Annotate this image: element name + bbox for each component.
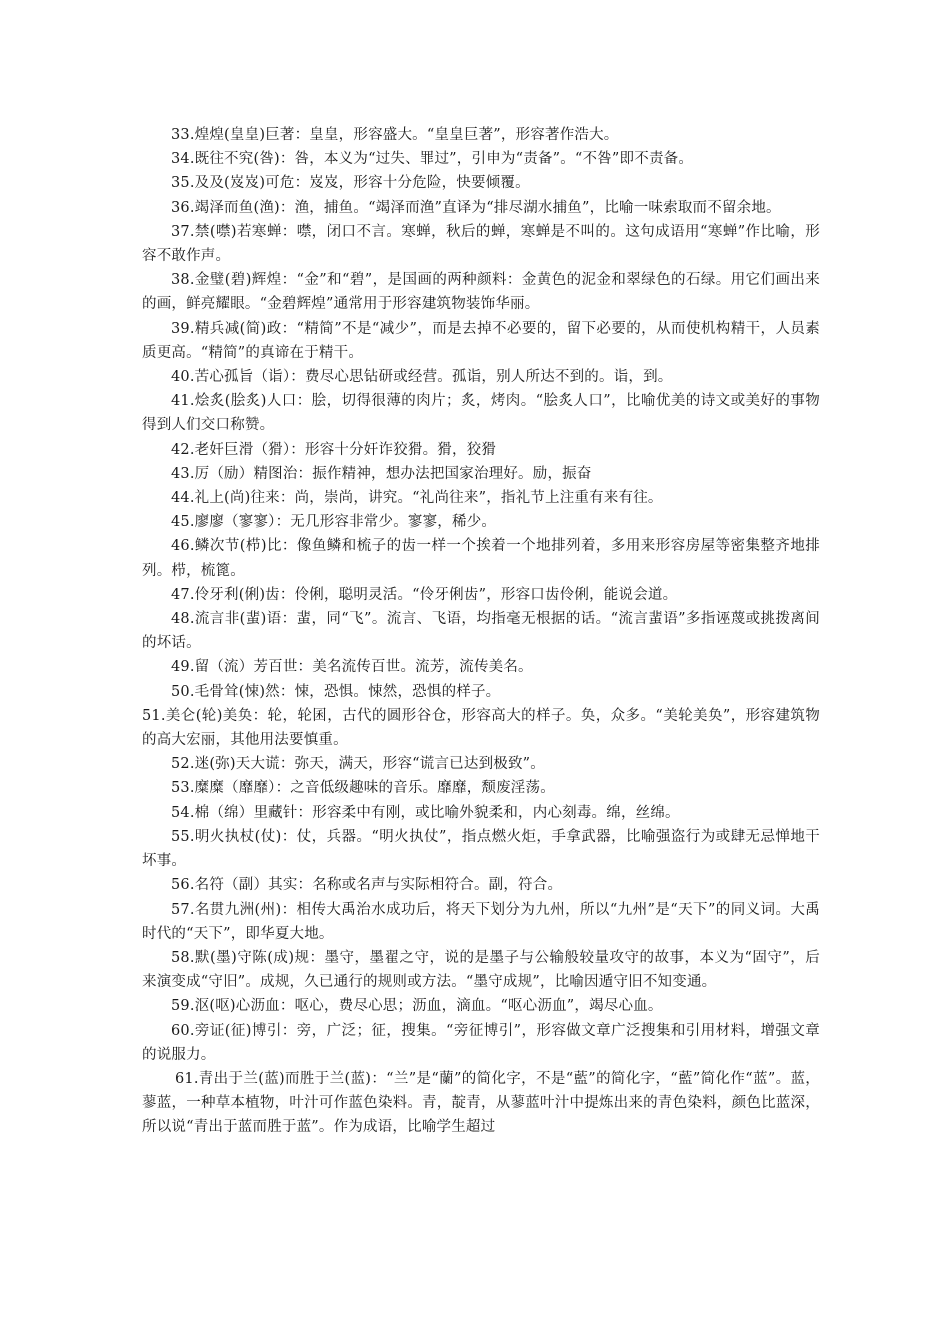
idiom-entry: 48.流言非(蜚)语：蜚，同“飞”。流言、飞语，均指毫无根据的话。“流言蜚语”多指诬蔑或挑拨离间的坏话。 bbox=[142, 611, 820, 652]
idiom-entry: 35.及及(岌岌)可危：岌岌，形容十分危险，快要倾覆。 bbox=[171, 175, 530, 192]
idiom-entry: 38.金璧(碧)辉煌：“金”和“碧”，是国画的两种颜料：金黄色的泥金和翠绿色的石绿。用它们画出来的画，鲜亮耀眼。“金碧辉煌”通常用于形容建筑物装饰华丽。 bbox=[142, 272, 820, 313]
idiom-entry: 42.老奸巨滑（猾）：形容十分奸诈狡猾。猾，狡猾 bbox=[171, 441, 497, 458]
idiom-entry: 43.厉（励）精图治：振作精神，想办法把国家治理好。励，振奋 bbox=[171, 465, 592, 482]
idiom-entry: 36.竭泽而鱼(渔)：渔，捕鱼。“竭泽而渔”直译为“排尽湖水捕鱼”，比喻一味索取而不留余地。 bbox=[171, 199, 781, 216]
idiom-entry: 37.禁(噤)若寒蝉：噤，闭口不言。寒蝉，秋后的蝉，寒蝉是不叫的。这句成语用“寒蝉”作比喻，形容不敢作声。 bbox=[142, 223, 820, 265]
idiom-entry: 41.烩炙(脍炙)人口：脍，切得很薄的肉片；炙，烤肉。“脍炙人口”，比喻优美的诗文或美好的事物得到人们交口称赞。 bbox=[142, 393, 820, 434]
idiom-entry: 45.廖廖（寥寥）：无几形容非常少。寥寥，稀少。 bbox=[171, 514, 497, 531]
idiom-entry: 40.苦心孤旨（诣）：费尽心思钻研或经营。孤诣，别人所达不到的。诣，到。 bbox=[171, 369, 673, 386]
idiom-entry: 52.迷(弥)天大谎：弥天，满天，形容“谎言已达到极致”。 bbox=[171, 756, 545, 773]
idiom-entry: 33.煌煌(皇皇)巨著：皇皇，形容盛大。“皇皇巨著”，形容著作浩大。 bbox=[171, 127, 619, 143]
idiom-entry: 34.既往不究(咎)：咎，本义为“过失、罪过”，引申为“责备”。“不咎”即不责备。 bbox=[171, 151, 694, 168]
idiom-entry: 51.美仑(轮)美奂：轮，轮囷，古代的圆形谷仓，形容高大的样子。奂，众多。“美轮美奂”，形容建筑物的高大宏丽，其他用法要慎重。 bbox=[142, 707, 820, 749]
idiom-entry: 46.鳞次节(栉)比：像鱼鳞和梳子的齿一样一个挨着一个地排列着，多用来形容房屋等密集整齐地排列。栉，梳篦。 bbox=[142, 538, 820, 579]
idiom-entry: 61.青出于兰(蓝)而胜于兰(蓝)：“兰”是“蘭”的简化字，不是“藍”的简化字，“藍”简化作“蓝”。蓝，蓼蓝，一种草本植物，叶汁可作蓝色染料。青，靛青，从蓼蓝叶汁中提炼出来的青色染料，颜色比蓝深，所以说“青出于蓝而胜于蓝”。作为成语，比喻学生超过 bbox=[142, 1070, 820, 1136]
idiom-entry: 39.精兵减(简)政：“精简”不是“减少”，而是去掉不必要的，留下必要的，从而使机构精干，人员素质更高。“精简”的真谛在于精干。 bbox=[142, 320, 820, 361]
idiom-entry: 55.明火执杖(仗)：仗，兵器。“明火执仗”，指点燃火炬，手拿武器，比喻强盗行为或肆无忌惮地干坏事。 bbox=[142, 828, 820, 870]
idiom-entry: 59.沤(呕)心沥血：呕心，费尽心思；沥血，滴血。“呕心沥血”，竭尽心血。 bbox=[171, 998, 663, 1015]
idiom-entry: 53.糜糜（靡靡）：之音低级趣味的音乐。靡靡，颓废淫荡。 bbox=[171, 780, 555, 797]
idiom-entry: 44.礼上(尚)往来：尚，崇尚，讲究。“礼尚往来”，指礼节上注重有来有往。 bbox=[171, 490, 663, 507]
idiom-entry: 49.留（流）芳百世：美名流传百世。流芳，流传美名。 bbox=[171, 659, 533, 676]
idiom-entry: 50.毛骨耸(悚)然：悚，恐惧。悚然，恐惧的样子。 bbox=[171, 683, 501, 700]
idiom-entry: 54.棉（绵）里藏针：形容柔中有刚，或比喻外貌柔和，内心刻毒。绵，丝绵。 bbox=[171, 804, 680, 821]
idiom-entry: 60.旁证(征)博引：旁，广泛；征，搜集。“旁征博引”，形容做文章广泛搜集和引用材料，增强文章的说服力。 bbox=[142, 1022, 820, 1063]
idiom-entry: 58.默(墨)守陈(成)规：墨守，墨翟之守，说的是墨子与公输般较量攻守的故事，本义为“固守”，后来演变成“守旧”。成规，久已通行的规则或方法。“墨守成规”，比喻因遁守旧不知变通。 bbox=[142, 949, 820, 991]
idiom-entry: 56.名符（副）其实：名称或名声与实际相符合。副，符合。 bbox=[171, 877, 563, 894]
idiom-entry: 57.名贯九洲(州)：相传大禹治水成功后，将天下划分为九州，所以“九州”是“天下”的同义词。大禹时代的“天下”，即华夏大地。 bbox=[142, 901, 820, 942]
idiom-entry: 47.伶牙利(俐)齿：伶俐，聪明灵活。“伶牙俐齿”，形容口齿伶俐，能说会道。 bbox=[171, 586, 678, 603]
